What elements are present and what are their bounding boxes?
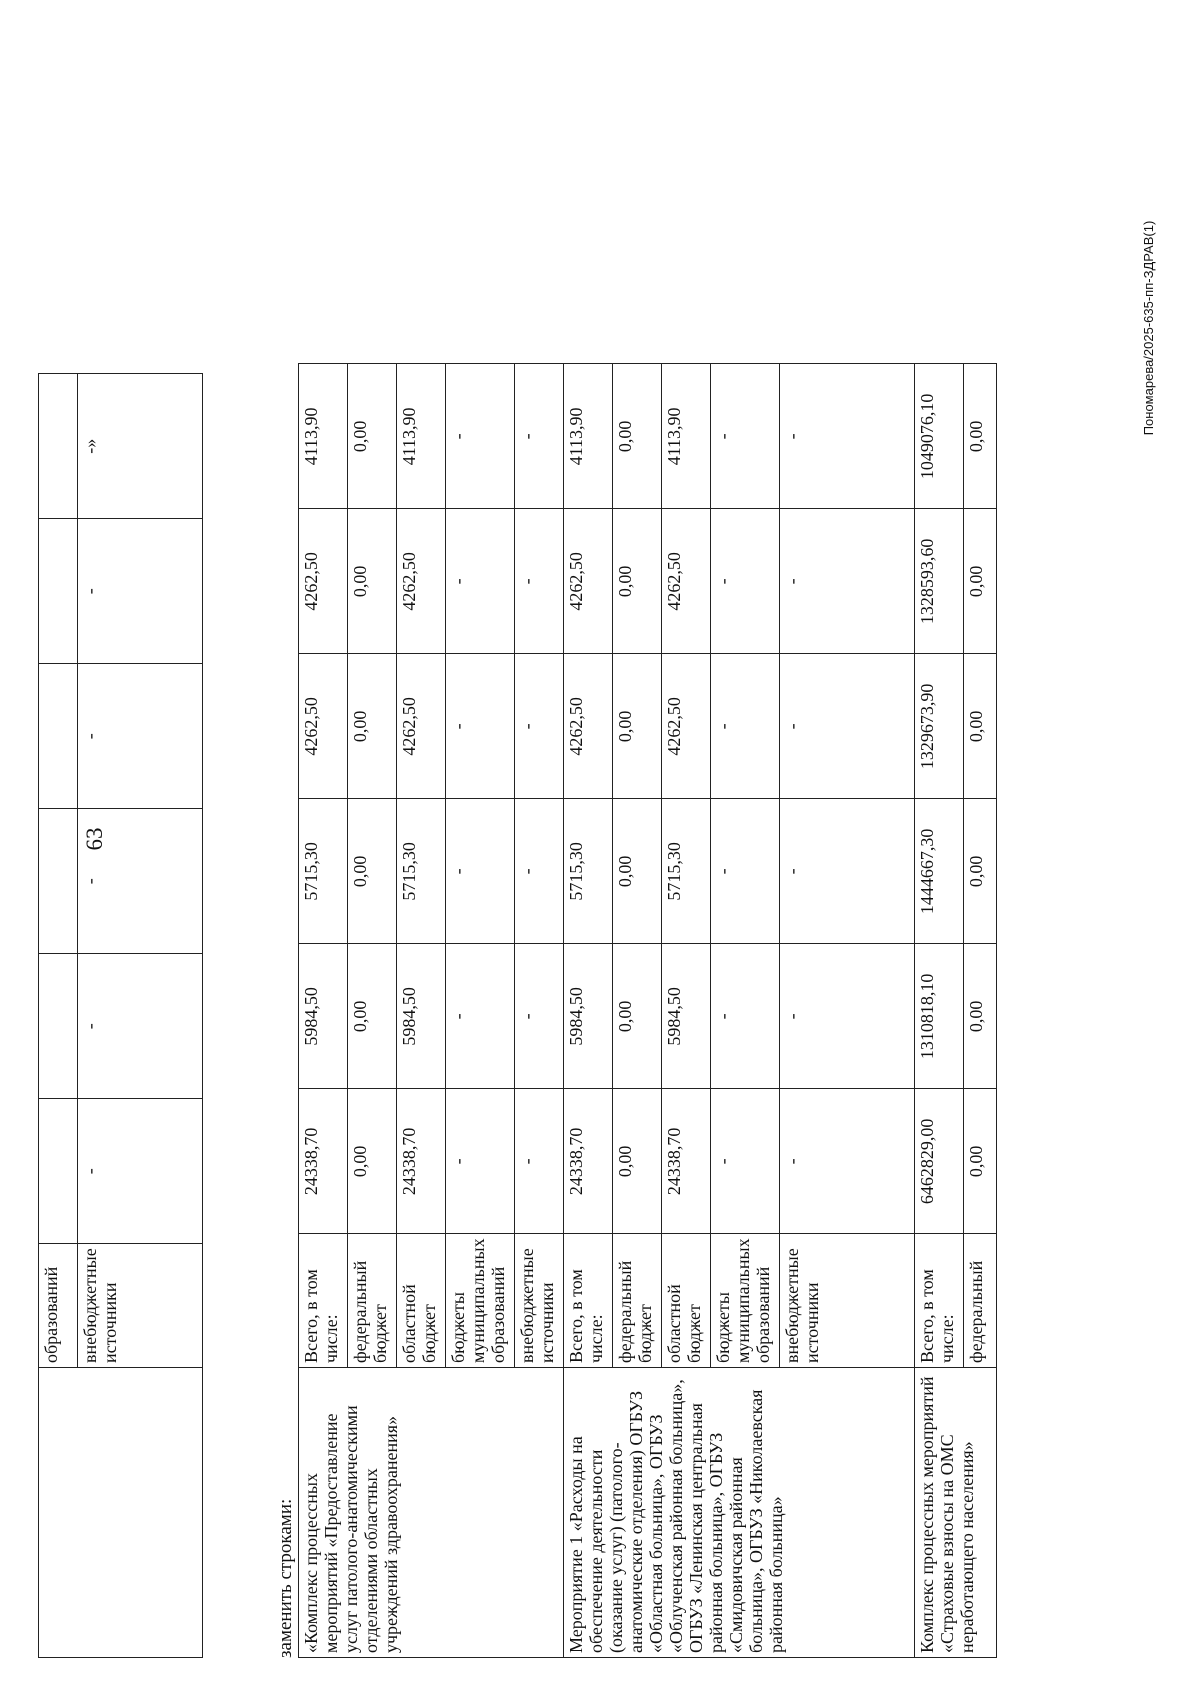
value-cell: 6462829,00: [915, 1089, 964, 1234]
value-cell: 4262,50: [564, 654, 613, 799]
funding-source-label: бюджеты муниципальных образований: [448, 1238, 508, 1363]
value-cell: 4262,50: [662, 654, 711, 799]
value-cell: 5715,30: [564, 799, 613, 944]
value-cell: -: [515, 654, 564, 799]
value-cell: -: [515, 364, 564, 509]
value-cell: 0,00: [348, 1089, 397, 1234]
funding-source-cell: [446, 1234, 515, 1368]
table-row: [915, 364, 964, 1658]
value-cell: 0,00: [613, 1089, 662, 1234]
funding-source-label: Всего, в том числе:: [566, 1269, 606, 1363]
funding-source-cell: [397, 1234, 446, 1368]
funding-source-cell: [348, 1234, 397, 1368]
funding-source-label: Всего, в том числе:: [917, 1269, 957, 1363]
funding-source-label: областной бюджет: [664, 1284, 704, 1363]
value-cell: 0,00: [348, 944, 397, 1089]
page-number: 63: [82, 827, 107, 851]
value-cell: 5984,50: [397, 944, 446, 1089]
value-cell: -: [780, 799, 915, 944]
funding-source-cell: [613, 1234, 662, 1368]
table-row: [564, 364, 613, 1658]
value-cell: 24338,70: [397, 1089, 446, 1234]
value-cell: [39, 374, 78, 519]
funding-source-cell: [780, 1234, 915, 1368]
activity-description: Мероприятие 1 «Расходы на обеспечение деятельности (оказание услуг) (патолого-анатомические отделения) ОГБУЗ «Областная больница», ОГБУЗ «Облученская районная больница», ОГБУЗ «Ленинская центральная районная больница», ОГБУЗ «Смидовичская районная больница», ОГБУЗ «Николаевская районная больница»: [564, 1368, 915, 1658]
value-cell: -: [446, 364, 515, 509]
funding-source-label: внебюджетные источники: [782, 1248, 822, 1363]
value-cell: -: [515, 799, 564, 944]
funding-source-label: федеральный бюджет: [615, 1260, 655, 1363]
description-cell: [39, 1368, 203, 1658]
value-cell: -: [78, 519, 203, 664]
funding-source-label: внебюджетные источники: [80, 1248, 120, 1363]
value-cell: 1329673,90: [915, 654, 964, 799]
value-cell: -: [515, 944, 564, 1089]
value-cell: -: [711, 364, 780, 509]
value-cell: -: [711, 509, 780, 654]
value-cell: 5984,50: [564, 944, 613, 1089]
value-cell: 4113,90: [662, 364, 711, 509]
value-cell: 0,00: [964, 364, 997, 509]
funding-source-cell: [515, 1234, 564, 1368]
value-cell: -: [78, 954, 203, 1099]
value-cell: 5715,30: [299, 799, 348, 944]
value-cell: [39, 664, 78, 809]
value-cell: [39, 809, 78, 954]
value-cell: -: [515, 1089, 564, 1234]
value-cell: -: [711, 944, 780, 1089]
value-cell: -: [711, 1089, 780, 1234]
value-cell: 5984,50: [662, 944, 711, 1089]
value-cell: 0,00: [348, 509, 397, 654]
funding-source-cell: [299, 1234, 348, 1368]
value-cell: -: [446, 509, 515, 654]
value-cell: -: [780, 1089, 915, 1234]
table-row: [39, 374, 78, 1658]
value-cell: 4113,90: [299, 364, 348, 509]
value-cell: 0,00: [964, 1089, 997, 1234]
value-cell: 1049076,10: [915, 364, 964, 509]
value-cell: -: [711, 799, 780, 944]
funding-source-label: бюджеты муниципальных образований: [713, 1238, 773, 1363]
value-cell: 24338,70: [662, 1089, 711, 1234]
value-cell: -: [711, 654, 780, 799]
value-cell: -»: [78, 374, 203, 519]
value-cell: -: [780, 364, 915, 509]
funding-source-cell: [915, 1234, 964, 1368]
value-cell: 1444667,30: [915, 799, 964, 944]
value-cell: -: [780, 944, 915, 1089]
funding-source-cell: [78, 1244, 203, 1368]
funding-source-label: образований: [41, 1266, 61, 1363]
value-cell: 4113,90: [397, 364, 446, 509]
funding-source-cell: [39, 1244, 78, 1368]
value-cell: 0,00: [964, 944, 997, 1089]
value-cell: 1310818,10: [915, 944, 964, 1089]
funding-source-label: Всего, в том числе:: [301, 1269, 341, 1363]
value-cell: 5984,50: [299, 944, 348, 1089]
value-cell: -: [446, 799, 515, 944]
value-cell: 4262,50: [397, 654, 446, 799]
value-cell: -: [78, 664, 203, 809]
value-cell: -: [446, 1089, 515, 1234]
value-cell: 0,00: [613, 364, 662, 509]
value-cell: 24338,70: [564, 1089, 613, 1234]
value-cell: 5715,30: [662, 799, 711, 944]
value-cell: 0,00: [613, 799, 662, 944]
table-row: [299, 364, 348, 1658]
value-cell: 5715,30: [397, 799, 446, 944]
funding-source-label: федеральный: [966, 1260, 986, 1363]
value-cell: 24338,70: [299, 1089, 348, 1234]
value-cell: 0,00: [964, 654, 997, 799]
footer-document-ref: Пономарева/2025-635-пп-ЗДРАВ(1): [1141, 220, 1156, 436]
value-cell: -: [780, 509, 915, 654]
value-cell: 0,00: [348, 654, 397, 799]
value-cell: 4262,50: [299, 654, 348, 799]
value-cell: 1328593,60: [915, 509, 964, 654]
funding-source-cell: [662, 1234, 711, 1368]
value-cell: -: [780, 654, 915, 799]
value-cell: 0,00: [613, 654, 662, 799]
table-replacement-rows: [298, 363, 997, 1658]
value-cell: 0,00: [348, 364, 397, 509]
table-top-fragment: [38, 373, 203, 1658]
funding-source-label: областной бюджет: [399, 1284, 439, 1363]
funding-source-label: внебюджетные источники: [517, 1248, 557, 1363]
value-cell: 4262,50: [662, 509, 711, 654]
value-cell: -: [446, 654, 515, 799]
replace-label: заменить строками:: [275, 1498, 296, 1658]
value-cell: 0,00: [613, 944, 662, 1089]
value-cell: 4113,90: [564, 364, 613, 509]
value-cell: -: [515, 509, 564, 654]
value-cell: 4262,50: [564, 509, 613, 654]
funding-source-cell: [964, 1234, 997, 1368]
funding-source-cell: [711, 1234, 780, 1368]
value-cell: 0,00: [964, 509, 997, 654]
value-cell: 0,00: [348, 799, 397, 944]
value-cell: 0,00: [964, 799, 997, 944]
activity-description: «Комплекс процессных мероприятий «Предоставление услуг патолого-анатомическими отделениями областных учреждений здравоохранения»: [299, 1368, 564, 1658]
value-cell: [39, 954, 78, 1099]
value-cell: [39, 519, 78, 664]
value-cell: 4262,50: [397, 509, 446, 654]
activity-description: Комплекс процессных мероприятий «Страховые взносы на ОМС неработающего населения»: [915, 1368, 997, 1658]
value-cell: [39, 1099, 78, 1244]
value-cell: -: [78, 809, 203, 954]
value-cell: -: [446, 944, 515, 1089]
funding-source-cell: [564, 1234, 613, 1368]
value-cell: -: [78, 1099, 203, 1244]
funding-source-label: федеральный бюджет: [350, 1260, 390, 1363]
value-cell: 0,00: [613, 509, 662, 654]
value-cell: 4262,50: [299, 509, 348, 654]
